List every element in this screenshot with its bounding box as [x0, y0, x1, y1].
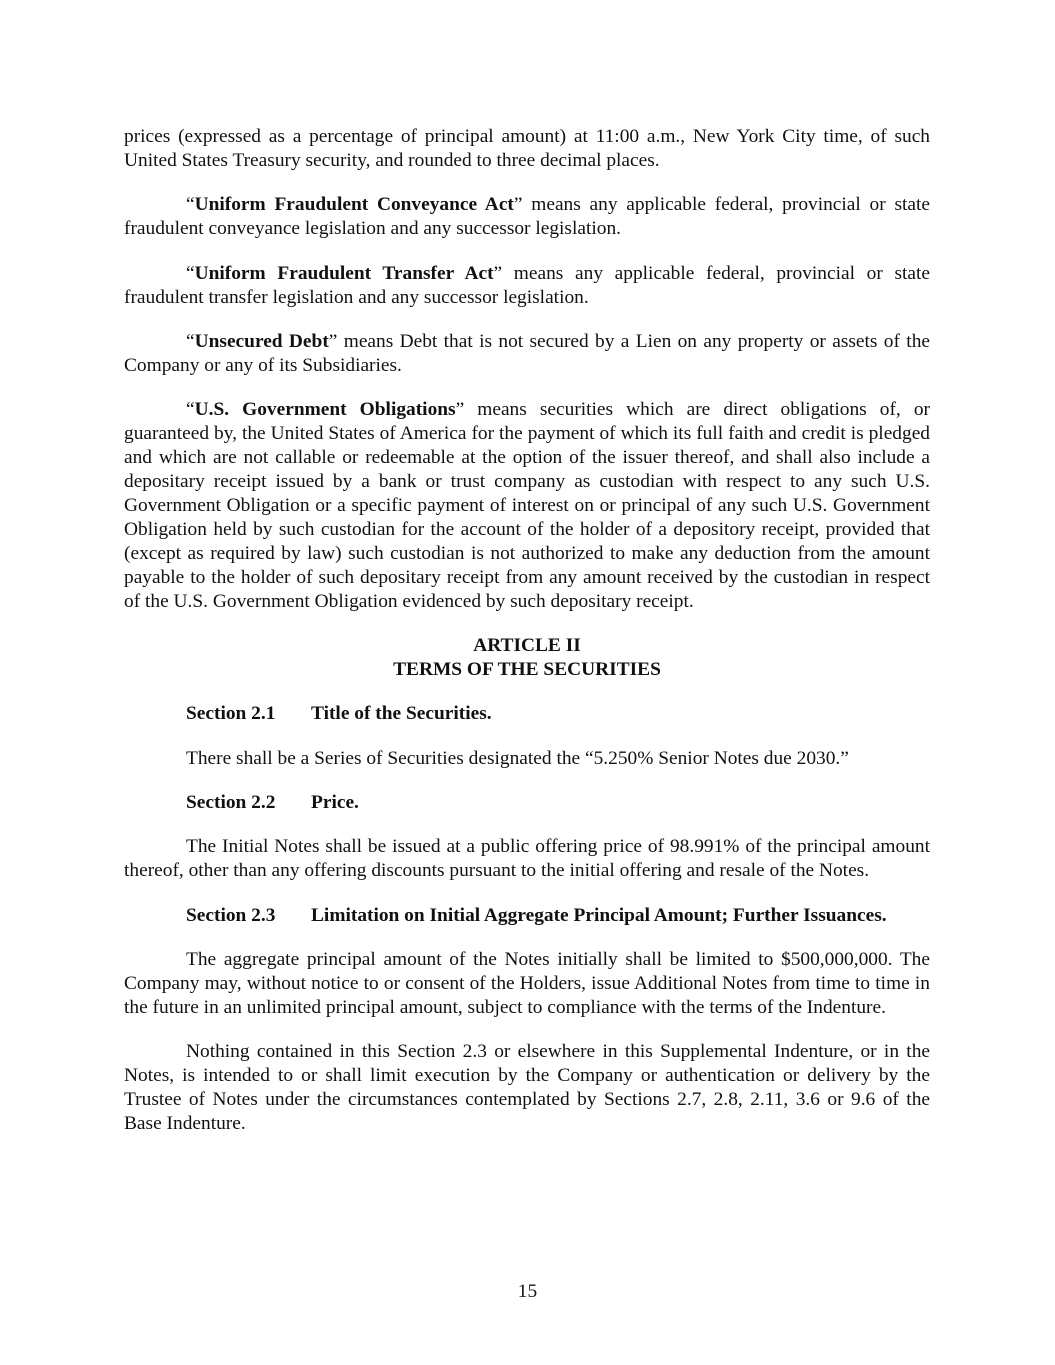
definition-unsecured-debt: “Unsecured Debt” means Debt that is not secured by a Lien on any property or assets of the Company or any of its Subsidiaries. [124, 330, 930, 376]
section-heading-2-2 [124, 791, 930, 815]
section-heading-2-3 [124, 904, 930, 928]
section-number: Section 2.2 [186, 792, 276, 814]
section-title: Price. [311, 792, 359, 814]
definition-us-government-obligations: “U.S. Government Obligations” means securities which are direct obligations of, or guaranteed by, the United States of America for the payment of which its full faith and credit is pledged and which are not callable or redeemable at the option of the issuer thereof, and shall also include a depositary receipt issued by a bank or trust company as custodian with respect to any such U.S. Government Obligation or a specific payment of interest on or principal of any such U.S. Government Obligation held by such custodian for the account of the holder of a depository receipt, provided that (except as required by law) such custodian is not authorized to make any deduction from the amount payable to the holder of such depositary receipt from any amount received by the custodian in respect of the U.S. Government Obligation evidenced by such depositary receipt. [124, 399, 930, 612]
section-body: Nothing contained in this Section 2.3 or elsewhere in this Supplemental Indenture, or in the Notes, is intended to or shall limit execution by the Company or authentication or delivery by the Trustee of Notes under the circumstances contemplated by Sections 2.7, 2.8, 2.11, 3.6 or 9.6 of the Base Indenture. [124, 1041, 930, 1135]
section-title: Limitation on Initial Aggregate Principal Amount; Further Issuances. [311, 904, 887, 926]
section-number: Section 2.1 [186, 703, 276, 725]
defined-term: Uniform Fraudulent Transfer Act [194, 262, 494, 284]
article-title: TERMS OF THE SECURITIES [393, 658, 661, 680]
page-number: 15 [517, 1281, 538, 1302]
document-page [124, 125, 930, 1136]
section-body: There shall be a Series of Securities designated the “5.250% Senior Notes due 2030.” [186, 747, 849, 769]
defined-term: Uniform Fraudulent Conveyance Act [194, 194, 514, 216]
defined-term: Unsecured Debt [194, 330, 329, 352]
article-heading [124, 634, 930, 682]
section-title: Title of the Securities. [311, 703, 492, 725]
section-body: The Initial Notes shall be issued at a public offering price of 98.991% of the principal amount thereof, other than any offering discounts pursuant to the initial offering and resale of the Notes. [124, 836, 930, 882]
section-body: The aggregate principal amount of the Notes initially shall be limited to $500,000,000. The Company may, without notice to or consent of the Holders, issue Additional Notes from time to time in the future in an unlimited principal amount, subject to compliance with the terms of the Indenture. [124, 949, 930, 1018]
paragraph-continuation: prices (expressed as a percentage of principal amount) at 11:00 a.m., New York City time, of such United States Treasury security, and rounded to three decimal places. [124, 126, 930, 171]
defined-term: U.S. Government Obligations [194, 399, 456, 421]
article-number: ARTICLE II [473, 634, 581, 656]
section-heading-2-1 [124, 702, 930, 726]
definition-uniform-fraudulent-transfer-act: “Uniform Fraudulent Transfer Act” means any applicable federal, provincial or state fraudulent transfer legislation and any successor legislation. [124, 262, 930, 308]
definition-uniform-fraudulent-conveyance-act: “Uniform Fraudulent Conveyance Act” means any applicable federal, provincial or state fraudulent conveyance legislation and any successor legislation. [124, 194, 930, 240]
section-number: Section 2.3 [186, 904, 276, 926]
